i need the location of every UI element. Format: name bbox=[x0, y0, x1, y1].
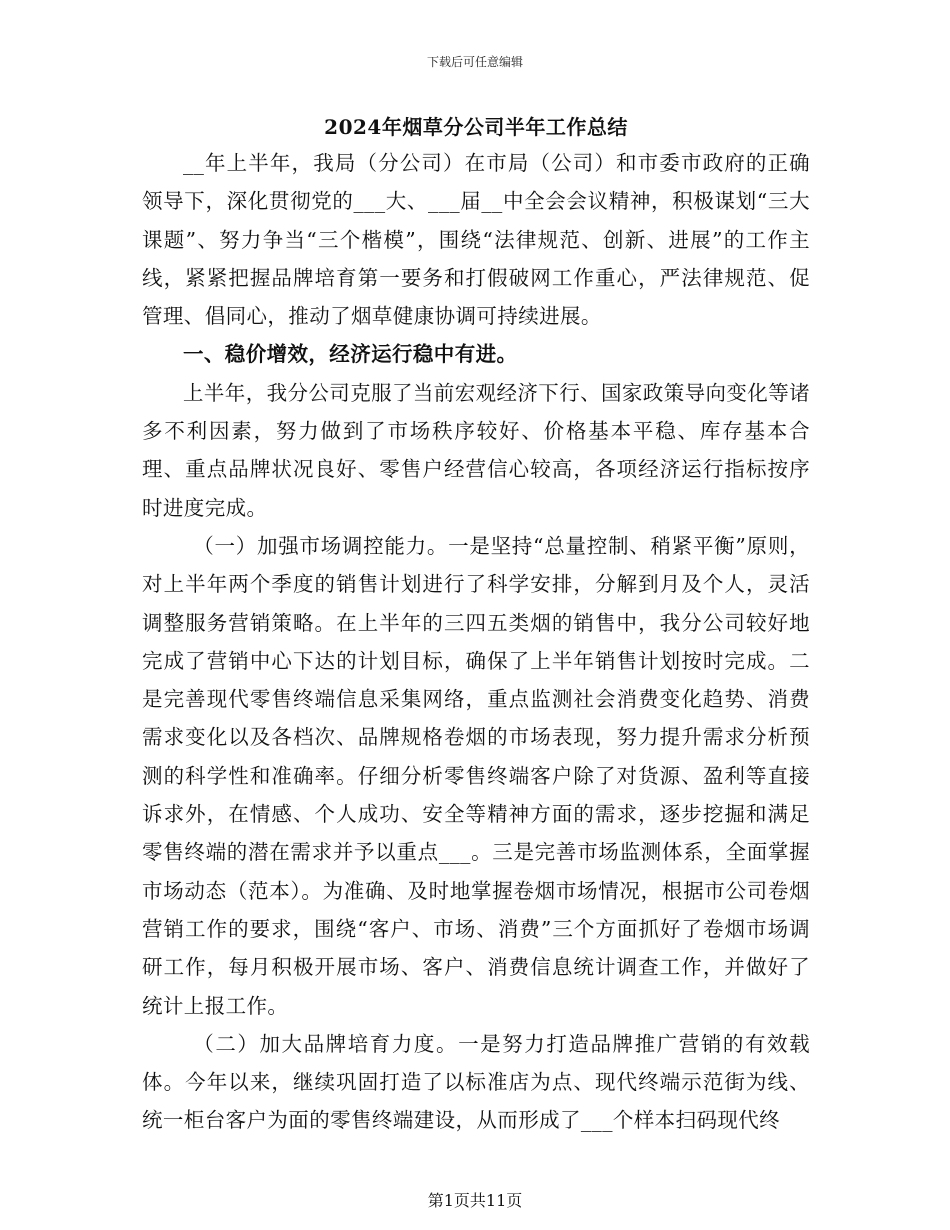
intro-paragraph: __年上半年，我局（分公司）在市局（公司）和市委市政府的正确领导下，深化贯彻党的___大、___届__中全会会议精神，积极谋划“三大课题”、努力争当“三个楷模”，围绕“法律规范、创新、进展”的工作主线，紧紧把握品牌培育第一要务和打假破网工作重心，严法律规范、促管理、倡同心，推动了烟草健康协调可持续进展。 bbox=[142, 151, 810, 329]
page-number: 第1页共11页 bbox=[427, 1191, 523, 1210]
section-heading-1: 一、稳价增效，经济运行稳中有进。 bbox=[183, 342, 518, 367]
subsection-1-paragraph: （一）加强市场调控能力。一是坚持“总量控制、稍紧平衡”原则，对上半年两个季度的销售计划进行了科学安排，分解到月及个人，灵活调整服务营销策略。在上半年的三四五类烟的销售中，我分公司较好地完成了营销中心下达的计划目标，确保了上半年销售计划按时完成。二是完善现代零售终端信息采集网络，重点监测社会消费变化趋势、消费需求变化以及各档次、品牌规格卷烟的市场表现，努力提升需求分析预测的科学性和准确率。仔细分析零售终端客户除了对货源、盈利等直接诉求外，在情感、个人成功、安全等精神方面的需求，逐步挖掘和满足零售终端的潜在需求并予以重点___。三是完善市场监测体系，全面掌握市场动态（范本）。为准确、及时地掌握卷烟市场情况，根据市公司卷烟营销工作的要求，围绕“客户、市场、消费”三个方面抓好了卷烟市场调研工作，每月积极开展市场、客户、消费信息统计调查工作，并做好了统计上报工作。 bbox=[142, 533, 810, 1018]
section-1-paragraph: 上半年，我分公司克服了当前宏观经济下行、国家政策导向变化等诸多不利因素，努力做到了市场秩序较好、价格基本平稳、库存基本合理、重点品牌状况良好、零售户经营信心较高，各项经济运行指标按序时进度完成。 bbox=[142, 380, 810, 520]
subsection-2-paragraph: （二）加大品牌培育力度。一是努力打造品牌推广营销的有效载体。今年以来，继续巩固打造了以标准店为点、现代终端示范街为线、统一柜台客户为面的零售终端建设，从而形成了___个样本扫码现代终 bbox=[142, 1031, 810, 1133]
document-body bbox=[142, 110, 810, 1140]
document-title: 2024年烟草分公司半年工作总结 bbox=[324, 115, 628, 139]
page-header-note: 下载后可任意编辑 bbox=[426, 55, 523, 69]
